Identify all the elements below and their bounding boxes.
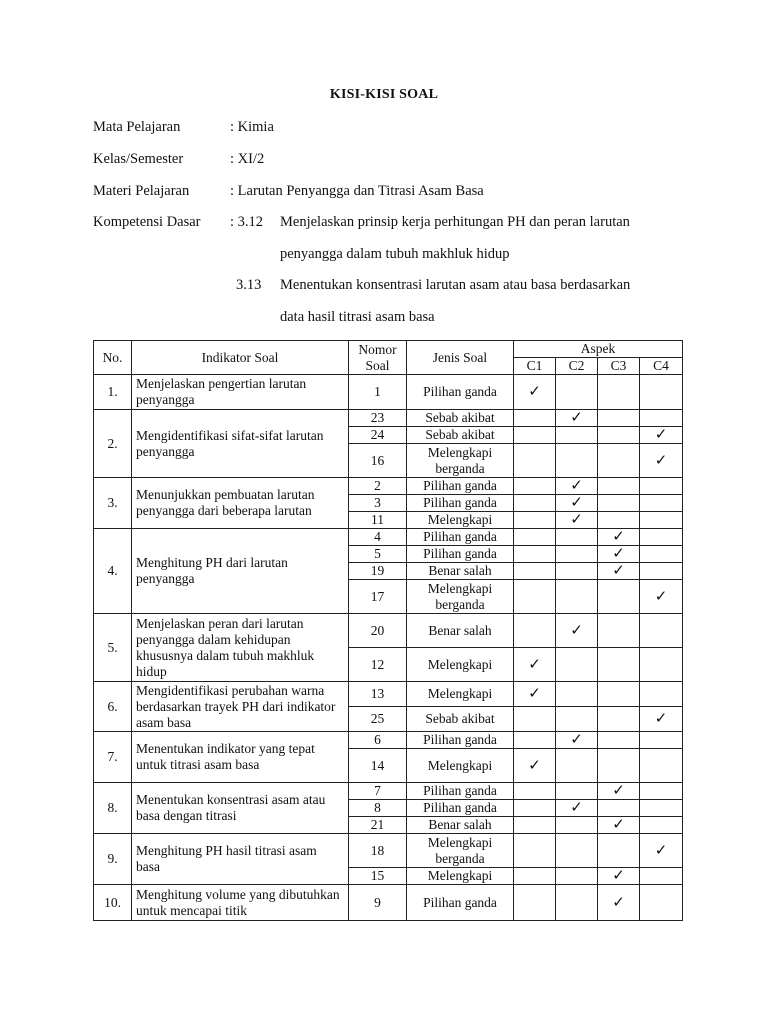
aspek-c2-cell (556, 614, 598, 648)
row-number: 8. (94, 783, 132, 834)
indikator-cell: Menghitung PH dari larutan penyangga (132, 529, 349, 614)
aspek-c2-cell (556, 427, 598, 444)
header-c4: C4 (640, 358, 683, 375)
info-row-kompetensi (93, 214, 263, 231)
checkmark-icon: ✓ (612, 563, 625, 579)
jenis-soal-cell: Benar salah (407, 563, 514, 580)
aspek-c2-cell (556, 495, 598, 512)
checkmark-icon: ✓ (570, 512, 583, 528)
aspek-c2-cell (556, 546, 598, 563)
indikator-cell: Menghitung PH hasil titrasi asam basa (132, 834, 349, 885)
nomor-soal-cell: 18 (349, 834, 407, 868)
aspek-c2-cell (556, 580, 598, 614)
aspek-c1-cell (514, 800, 556, 817)
aspek-c4-cell (640, 834, 683, 868)
jenis-soal-cell: Pilihan ganda (407, 495, 514, 512)
jenis-soal-cell: Sebab akibat (407, 410, 514, 427)
checkmark-icon: ✓ (570, 478, 583, 494)
checkmark-icon: ✓ (570, 800, 583, 816)
aspek-c3-cell (598, 885, 640, 921)
table-row (94, 682, 683, 707)
kd-3-13-code: 3.13 (236, 277, 262, 293)
aspek-c3-cell (598, 749, 640, 783)
jenis-soal-cell: Pilihan ganda (407, 885, 514, 921)
nomor-soal-cell: 14 (349, 749, 407, 783)
aspek-c4-cell (640, 868, 683, 885)
aspek-c3-cell (598, 478, 640, 495)
aspek-c1-cell (514, 614, 556, 648)
aspek-c2-cell (556, 512, 598, 529)
aspek-c2-cell (556, 529, 598, 546)
aspek-c3-cell (598, 546, 640, 563)
header-c3: C3 (598, 358, 640, 375)
aspek-c2-cell (556, 444, 598, 478)
aspek-c2-cell (556, 885, 598, 921)
jenis-soal-cell: Sebab akibat (407, 427, 514, 444)
nomor-soal-cell: 20 (349, 614, 407, 648)
jenis-soal-cell: Sebab akibat (407, 707, 514, 732)
aspek-c1-cell (514, 495, 556, 512)
jenis-soal-cell: Melengkapi (407, 868, 514, 885)
checkmark-icon: ✓ (612, 529, 625, 545)
aspek-c1-cell (514, 512, 556, 529)
aspek-c3-cell (598, 648, 640, 682)
info-label: Materi Pelajaran (93, 183, 190, 199)
nomor-soal-cell: 25 (349, 707, 407, 732)
jenis-soal-cell: Pilihan ganda (407, 529, 514, 546)
row-number: 9. (94, 834, 132, 885)
nomor-soal-cell: 6 (349, 732, 407, 749)
jenis-soal-cell: Melengkapi (407, 682, 514, 707)
info-value: : 3.12 (230, 214, 264, 230)
checkmark-icon: ✓ (612, 894, 625, 911)
aspek-c3-cell (598, 427, 640, 444)
aspek-c1-cell (514, 783, 556, 800)
aspek-c4-cell (640, 410, 683, 427)
indikator-cell: Mengidentifikasi perubahan warna berdasarkan trayek PH dari indikator asam basa (132, 682, 349, 732)
aspek-c2-cell (556, 375, 598, 410)
aspek-c4-cell (640, 546, 683, 563)
aspek-c3-cell (598, 800, 640, 817)
aspek-c4-cell (640, 817, 683, 834)
aspek-c1-cell (514, 546, 556, 563)
aspek-c3-cell (598, 614, 640, 648)
jenis-soal-cell: Pilihan ganda (407, 800, 514, 817)
row-number: 4. (94, 529, 132, 614)
aspek-c1-cell (514, 563, 556, 580)
nomor-soal-cell: 12 (349, 648, 407, 682)
table-row (94, 529, 683, 546)
jenis-soal-cell: Melengkapi (407, 648, 514, 682)
header-no: No. (94, 341, 132, 375)
aspek-c3-cell (598, 529, 640, 546)
aspek-c2-cell (556, 834, 598, 868)
info-label: Kelas/Semester (93, 151, 184, 167)
nomor-soal-cell: 21 (349, 817, 407, 834)
checkmark-icon: ✓ (654, 452, 668, 469)
indikator-cell: Menjelaskan pengertian larutan penyangga (132, 375, 349, 410)
row-number: 3. (94, 478, 132, 529)
aspek-c4-cell (640, 749, 683, 783)
aspek-c2-cell (556, 563, 598, 580)
aspek-c4-cell (640, 783, 683, 800)
aspek-c1-cell (514, 885, 556, 921)
info-value: : Larutan Penyangga dan Titrasi Asam Basa (230, 183, 484, 199)
jenis-soal-cell: Melengkapi berganda (407, 580, 514, 614)
nomor-soal-cell: 8 (349, 800, 407, 817)
info-label: Mata Pelajaran (93, 119, 181, 135)
aspek-c1-cell (514, 648, 556, 682)
aspek-c2-cell (556, 648, 598, 682)
indikator-cell: Menentukan indikator yang tepat untuk titrasi asam basa (132, 732, 349, 783)
nomor-soal-cell: 9 (349, 885, 407, 921)
aspek-c1-cell (514, 817, 556, 834)
header-c2: C2 (556, 358, 598, 375)
nomor-soal-cell: 11 (349, 512, 407, 529)
nomor-soal-cell: 7 (349, 783, 407, 800)
table-row (94, 732, 683, 749)
jenis-soal-cell: Melengkapi (407, 512, 514, 529)
checkmark-icon: ✓ (654, 711, 668, 727)
indikator-cell: Menjelaskan peran dari larutan penyangga dalam kehidupan khususnya dalam tubuh makhluk hidup (132, 614, 349, 682)
jenis-soal-cell: Pilihan ganda (407, 546, 514, 563)
aspek-c4-cell (640, 682, 683, 707)
table-body (94, 375, 683, 921)
kd-3-13-line-1: Menentukan konsentrasi larutan asam atau basa berdasarkan (280, 277, 631, 293)
aspek-c4-cell (640, 732, 683, 749)
aspek-c4-cell (640, 444, 683, 478)
jenis-soal-cell: Benar salah (407, 614, 514, 648)
info-value: : XI/2 (230, 151, 265, 167)
row-number: 7. (94, 732, 132, 783)
nomor-soal-cell: 19 (349, 563, 407, 580)
checkmark-icon: ✓ (528, 757, 541, 774)
checkmark-icon: ✓ (612, 783, 625, 799)
header-aspek: Aspek (514, 341, 683, 358)
checkmark-icon: ✓ (570, 622, 583, 639)
aspek-c1-cell (514, 749, 556, 783)
aspek-c3-cell (598, 444, 640, 478)
kd-3-12-line-1: Menjelaskan prinsip kerja perhitungan PH dan peran larutan (280, 214, 630, 230)
table-header (94, 341, 683, 375)
nomor-soal-cell: 2 (349, 478, 407, 495)
aspek-c4-cell (640, 563, 683, 580)
header-jenis-soal: Jenis Soal (407, 341, 514, 375)
aspek-c2-cell (556, 749, 598, 783)
aspek-c1-cell (514, 682, 556, 707)
aspek-c4-cell (640, 512, 683, 529)
info-row-materi (93, 183, 484, 200)
aspek-c3-cell (598, 495, 640, 512)
checkmark-icon: ✓ (570, 495, 583, 511)
table-row (94, 783, 683, 800)
table-row (94, 410, 683, 427)
header-c1: C1 (514, 358, 556, 375)
aspek-c3-cell (598, 834, 640, 868)
kd-3-13-line-2: data hasil titrasi asam basa (280, 309, 435, 325)
checkmark-icon: ✓ (654, 842, 668, 859)
aspek-c3-cell (598, 868, 640, 885)
aspek-c3-cell (598, 512, 640, 529)
aspek-c2-cell (556, 732, 598, 749)
aspek-c3-cell (598, 410, 640, 427)
aspek-c2-cell (556, 478, 598, 495)
aspek-c2-cell (556, 682, 598, 707)
aspek-c1-cell (514, 834, 556, 868)
kisi-kisi-table (93, 340, 683, 921)
checkmark-icon: ✓ (570, 732, 583, 748)
aspek-c4-cell (640, 707, 683, 732)
nomor-soal-cell: 1 (349, 375, 407, 410)
aspek-c1-cell (514, 732, 556, 749)
aspek-c2-cell (556, 868, 598, 885)
indikator-cell: Menentukan konsentrasi asam atau basa dengan titrasi (132, 783, 349, 834)
table-row (94, 478, 683, 495)
aspek-c1-cell (514, 410, 556, 427)
aspek-c2-cell (556, 783, 598, 800)
aspek-c4-cell (640, 648, 683, 682)
jenis-soal-cell: Melengkapi berganda (407, 834, 514, 868)
aspek-c3-cell (598, 707, 640, 732)
aspek-c3-cell (598, 682, 640, 707)
jenis-soal-cell: Benar salah (407, 817, 514, 834)
indikator-cell: Menunjukkan pembuatan larutan penyangga dari beberapa larutan (132, 478, 349, 529)
jenis-soal-cell: Melengkapi berganda (407, 444, 514, 478)
aspek-c1-cell (514, 868, 556, 885)
checkmark-icon: ✓ (528, 656, 541, 673)
info-label: Kompetensi Dasar (93, 214, 201, 230)
aspek-c1-cell (514, 444, 556, 478)
jenis-soal-cell: Melengkapi (407, 749, 514, 783)
aspek-c3-cell (598, 563, 640, 580)
aspek-c4-cell (640, 375, 683, 410)
nomor-soal-cell: 17 (349, 580, 407, 614)
aspek-c4-cell (640, 495, 683, 512)
nomor-soal-cell: 16 (349, 444, 407, 478)
row-number: 6. (94, 682, 132, 732)
header-indikator: Indikator Soal (132, 341, 349, 375)
info-value: : Kimia (230, 119, 274, 135)
aspek-c4-cell (640, 478, 683, 495)
aspek-c2-cell (556, 707, 598, 732)
aspek-c2-cell (556, 410, 598, 427)
aspek-c4-cell (640, 427, 683, 444)
aspek-c1-cell (514, 707, 556, 732)
info-row-kelas-semester (93, 151, 264, 168)
jenis-soal-cell: Pilihan ganda (407, 783, 514, 800)
aspek-c3-cell (598, 783, 640, 800)
row-number: 10. (94, 885, 132, 921)
aspek-c4-cell (640, 529, 683, 546)
nomor-soal-cell: 23 (349, 410, 407, 427)
aspek-c1-cell (514, 427, 556, 444)
aspek-c1-cell (514, 375, 556, 410)
aspek-c1-cell (514, 580, 556, 614)
nomor-soal-cell: 15 (349, 868, 407, 885)
checkmark-icon: ✓ (612, 546, 625, 562)
info-row-mata-pelajaran (93, 119, 274, 136)
table-row (94, 834, 683, 868)
checkmark-icon: ✓ (528, 384, 541, 400)
jenis-soal-cell: Pilihan ganda (407, 375, 514, 410)
aspek-c1-cell (514, 529, 556, 546)
checkmark-icon: ✓ (654, 588, 668, 605)
jenis-soal-cell: Pilihan ganda (407, 478, 514, 495)
nomor-soal-cell: 13 (349, 682, 407, 707)
row-number: 2. (94, 410, 132, 478)
kd-3-12-line-2: penyangga dalam tubuh makhluk hidup (280, 246, 510, 262)
aspek-c3-cell (598, 580, 640, 614)
row-number: 5. (94, 614, 132, 682)
table-row (94, 614, 683, 648)
table-row (94, 375, 683, 410)
indikator-cell: Menghitung volume yang dibutuhkan untuk mencapai titik (132, 885, 349, 921)
indikator-cell: Mengidentifikasi sifat-sifat larutan penyangga (132, 410, 349, 478)
aspek-c3-cell (598, 375, 640, 410)
header-nomor-soal: Nomor Soal (349, 341, 407, 375)
aspek-c2-cell (556, 800, 598, 817)
checkmark-icon: ✓ (654, 427, 668, 443)
aspek-c4-cell (640, 800, 683, 817)
nomor-soal-cell: 5 (349, 546, 407, 563)
aspek-c2-cell (556, 817, 598, 834)
aspek-c3-cell (598, 732, 640, 749)
row-number: 1. (94, 375, 132, 410)
nomor-soal-cell: 3 (349, 495, 407, 512)
aspek-c3-cell (598, 817, 640, 834)
checkmark-icon: ✓ (612, 817, 625, 833)
aspek-c4-cell (640, 885, 683, 921)
aspek-c4-cell (640, 614, 683, 648)
checkmark-icon: ✓ (570, 410, 583, 426)
table-row (94, 885, 683, 921)
checkmark-icon: ✓ (612, 868, 625, 884)
nomor-soal-cell: 4 (349, 529, 407, 546)
document-title: KISI-KISI SOAL (329, 87, 439, 102)
aspek-c1-cell (514, 478, 556, 495)
nomor-soal-cell: 24 (349, 427, 407, 444)
checkmark-icon: ✓ (528, 686, 541, 702)
jenis-soal-cell: Pilihan ganda (407, 732, 514, 749)
aspek-c4-cell (640, 580, 683, 614)
